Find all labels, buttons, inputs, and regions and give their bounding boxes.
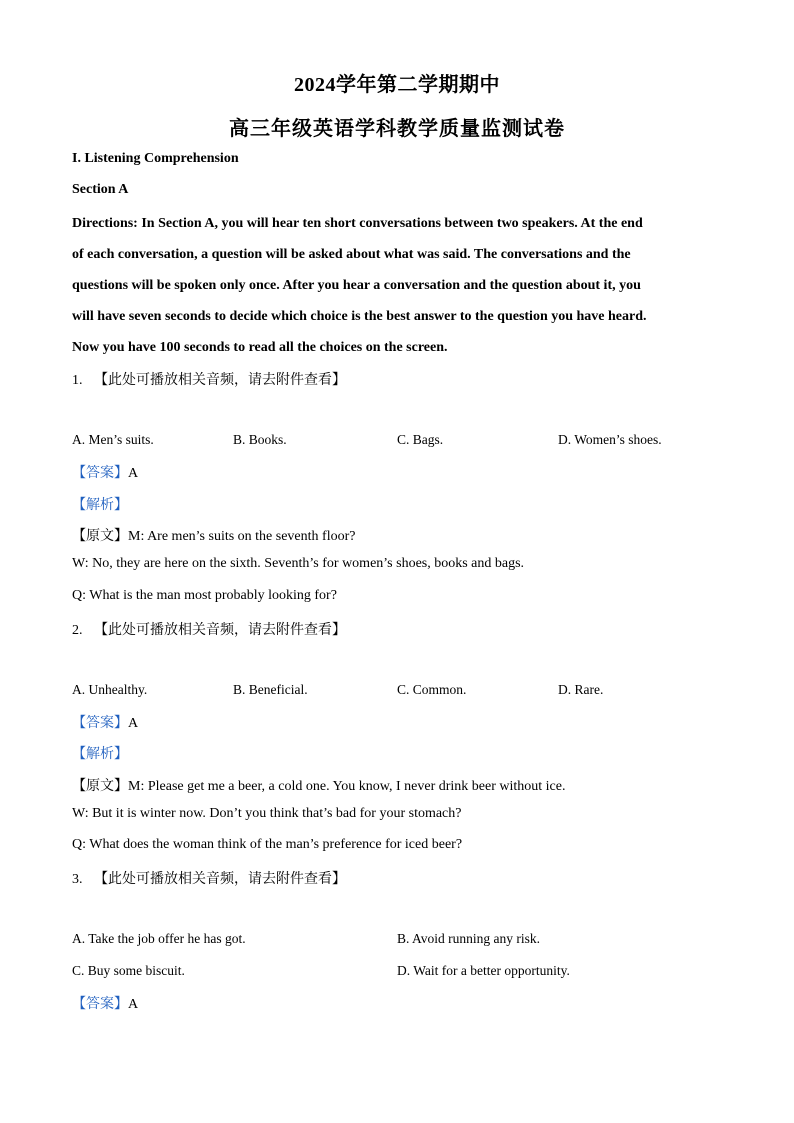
exam-title-line1: 2024学年第二学期期中 — [294, 74, 500, 96]
exam-title-line2: 高三年级英语学科教学质量监测试卷 — [229, 118, 565, 140]
transcript-line: Q: What does the woman think of the man’s preference for iced beer? — [72, 837, 463, 852]
option-d: D. Women’s shoes. — [558, 432, 662, 447]
answer-label: 【答案】 — [72, 466, 128, 481]
option-a: A. Unhealthy. — [72, 682, 148, 697]
directions — [72, 208, 722, 363]
answer-line — [72, 712, 138, 732]
option-a: A. Men’s suits. — [72, 432, 154, 447]
audio-note: 【此处可播放相关音频，请去附件查看】 — [94, 872, 346, 887]
transcript-label: 【原文】 — [72, 779, 128, 794]
option-b: B. Avoid running any risk. — [397, 931, 540, 946]
question-3-header — [72, 868, 346, 888]
answer-value: A — [128, 466, 139, 481]
question-number: 1. — [72, 373, 83, 388]
directions-line: Directions: In Section A, you will hear ten short conversations between two speakers. At the end — [72, 216, 643, 231]
directions-line: of each conversation, a question will be asked about what was said. The conversations and the — [72, 247, 631, 262]
option-c: C. Buy some biscuit. — [72, 963, 185, 978]
option-d: D. Wait for a better opportunity. — [397, 963, 570, 978]
analysis-label: 【解析】 — [72, 747, 128, 762]
option-c: C. Common. — [397, 682, 467, 697]
transcript-line: W: No, they are here on the sixth. Seventh’s for women’s shoes, books and bags. — [72, 556, 525, 571]
section-heading: Section A — [72, 182, 129, 197]
directions-line: questions will be spoken only once. After you hear a conversation and the question about it, you — [72, 278, 641, 293]
question-number: 3. — [72, 872, 83, 887]
transcript-text: M: Are men’s suits on the seventh floor? — [128, 529, 356, 544]
option-b: B. Beneficial. — [233, 682, 308, 697]
transcript-label: 【原文】 — [72, 529, 128, 544]
question-1-header — [72, 369, 346, 389]
directions-line: Now you have 100 seconds to read all the choices on the screen. — [72, 340, 448, 355]
audio-note: 【此处可播放相关音频，请去附件查看】 — [94, 623, 346, 638]
audio-note: 【此处可播放相关音频，请去附件查看】 — [94, 373, 346, 388]
answer-line — [72, 462, 138, 482]
option-b: B. Books. — [233, 432, 287, 447]
part-heading: I. Listening Comprehension — [72, 151, 239, 166]
answer-label: 【答案】 — [72, 716, 128, 731]
option-a: A. Take the job offer he has got. — [72, 931, 246, 946]
transcript-line: W: But it is winter now. Don’t you think that’s bad for your stomach? — [72, 806, 462, 821]
directions-line: will have seven seconds to decide which choice is the best answer to the question you have heard. — [72, 309, 647, 324]
transcript-line — [72, 525, 355, 545]
transcript-line: Q: What is the man most probably looking for? — [72, 588, 337, 603]
transcript-line — [72, 775, 565, 795]
option-c: C. Bags. — [397, 432, 444, 447]
question-number: 2. — [72, 623, 83, 638]
analysis-label: 【解析】 — [72, 498, 128, 513]
answer-value: A — [128, 997, 139, 1012]
transcript-text: M: Please get me a beer, a cold one. You know, I never drink beer without ice. — [128, 779, 566, 794]
option-d: D. Rare. — [558, 682, 604, 697]
answer-value: A — [128, 716, 139, 731]
answer-label: 【答案】 — [72, 997, 128, 1012]
question-2-header — [72, 619, 346, 639]
answer-line — [72, 993, 138, 1013]
